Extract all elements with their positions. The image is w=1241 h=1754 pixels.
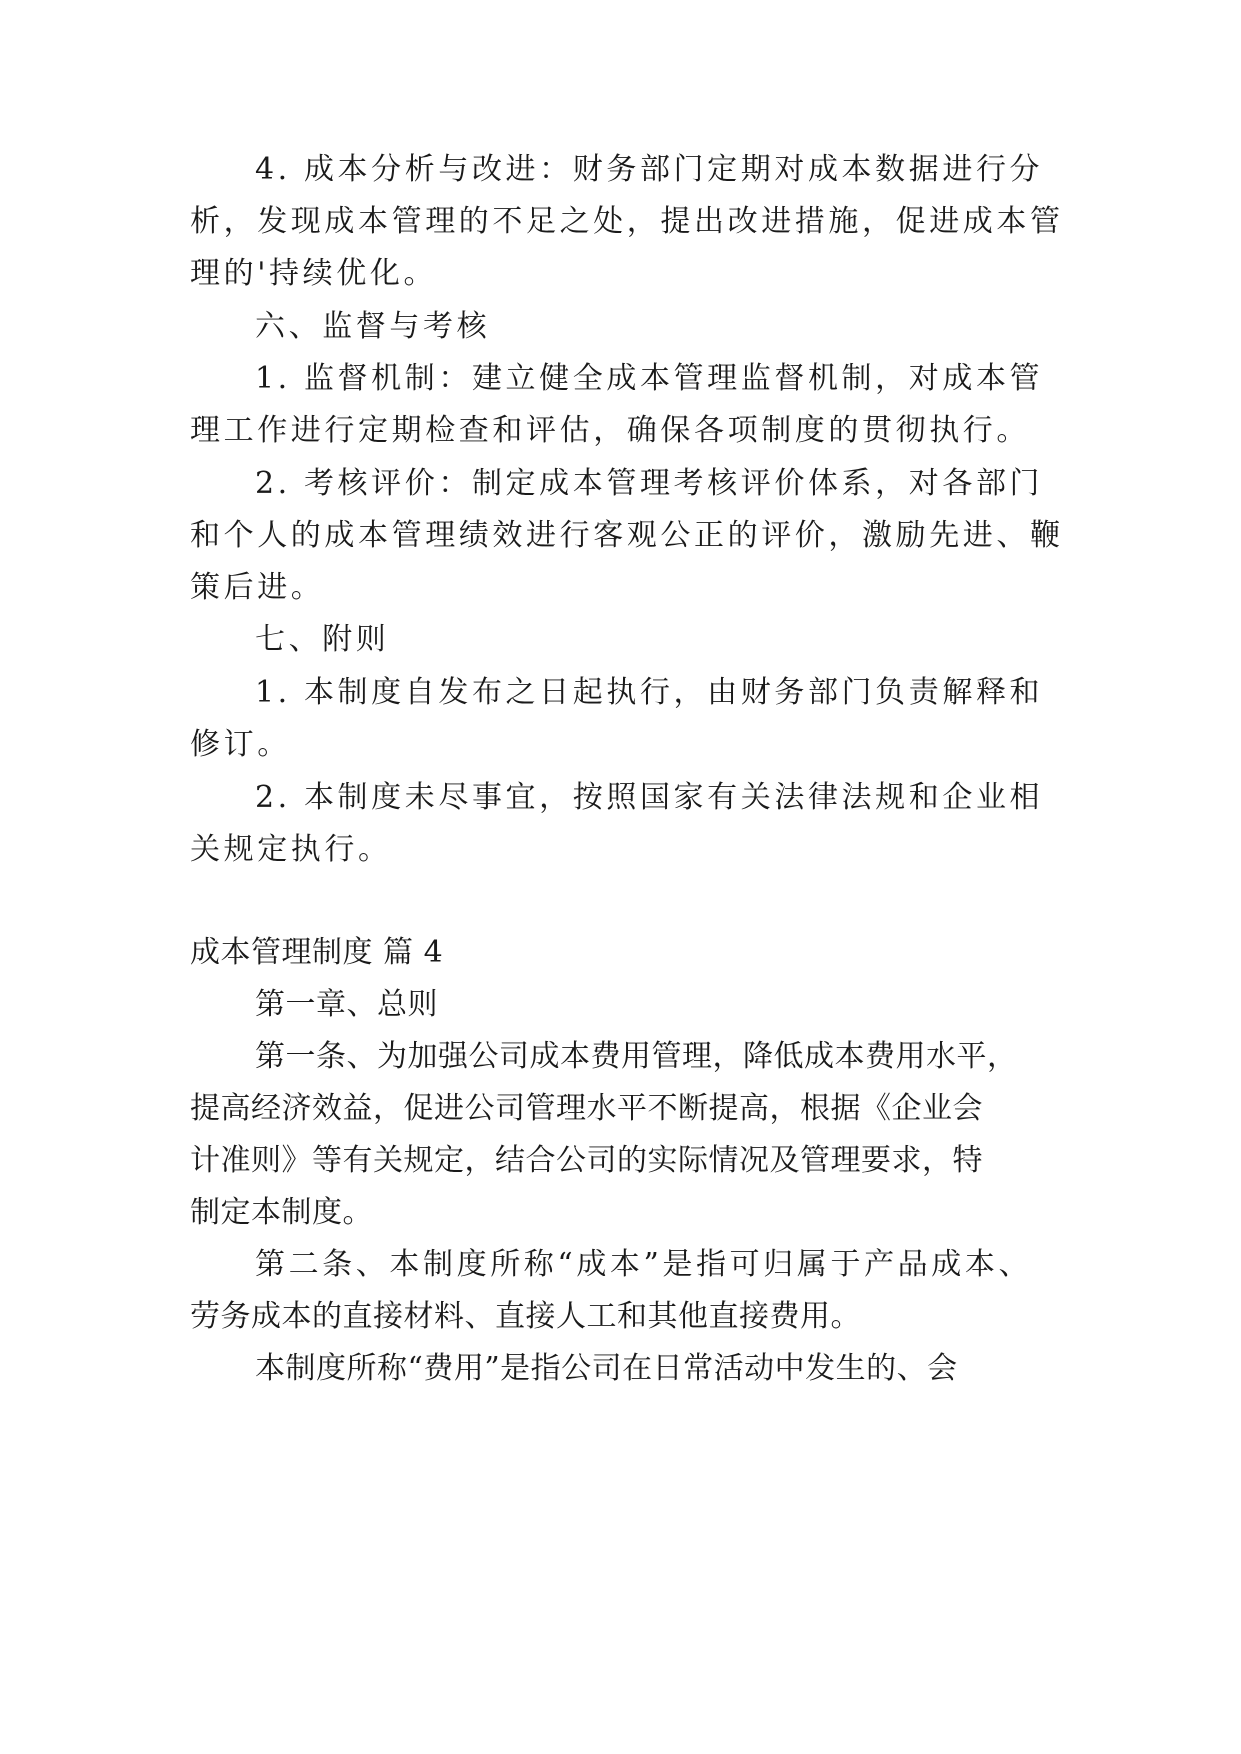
clause-2-expense-line-1: 本制度所称“费用”是指公司在日常活动中发生的、会	[255, 1351, 958, 1386]
clause-1-line-1: 第一条、为加强公司成本费用管理，降低成本费用水平，	[255, 1039, 1018, 1074]
cost-analysis-item-line-3: 理的'持续优化。	[190, 256, 438, 291]
assessment-evaluation-line-1: 2. 考核评价：制定成本管理考核评价体系，对各部门	[255, 466, 1044, 501]
supervision-mechanism-line-2: 理工作进行定期检查和评估，确保各项制度的贯彻执行。	[190, 413, 1030, 448]
supervision-mechanism-line-1: 1. 监督机制：建立健全成本管理监督机制，对成本管	[255, 361, 1044, 396]
clause-1-line-4: 制定本制度。	[190, 1195, 373, 1230]
clause-1-line-3: 计准则》等有关规定，结合公司的实际情况及管理要求，特	[190, 1143, 983, 1178]
assessment-evaluation-line-3: 策后进。	[190, 570, 325, 605]
article-title: 成本管理制度 篇 4	[190, 935, 444, 970]
chapter-heading: 第一章、总则	[255, 987, 438, 1022]
section-heading-supervision: 六、监督与考核	[255, 309, 491, 344]
unspecified-matters-line-1: 2. 本制度未尽事宜，按照国家有关法律法规和企业相	[255, 780, 1044, 815]
assessment-evaluation-line-2: 和个人的成本管理绩效进行客观公正的评价，激励先进、鞭	[190, 518, 1064, 553]
cost-analysis-item-line-1: 4. 成本分析与改进：财务部门定期对成本数据进行分	[255, 152, 1044, 187]
cost-analysis-item-line-2: 析，发现成本管理的不足之处，提出改进措施，促进成本管	[190, 204, 1064, 239]
clause-2-line-2: 劳务成本的直接材料、直接人工和其他直接费用。	[190, 1299, 861, 1334]
section-heading-supplementary: 七、附则	[255, 622, 390, 657]
effective-date-line-1: 1. 本制度自发布之日起执行，由财务部门负责解释和	[255, 675, 1044, 710]
clause-2-line-1: 第二条、本制度所称“成本”是指可归属于产品成本、	[255, 1247, 1033, 1282]
unspecified-matters-line-2: 关规定执行。	[190, 832, 392, 867]
effective-date-line-2: 修订。	[190, 727, 291, 762]
clause-1-line-2: 提高经济效益，促进公司管理水平不断提高，根据《企业会	[190, 1091, 983, 1126]
